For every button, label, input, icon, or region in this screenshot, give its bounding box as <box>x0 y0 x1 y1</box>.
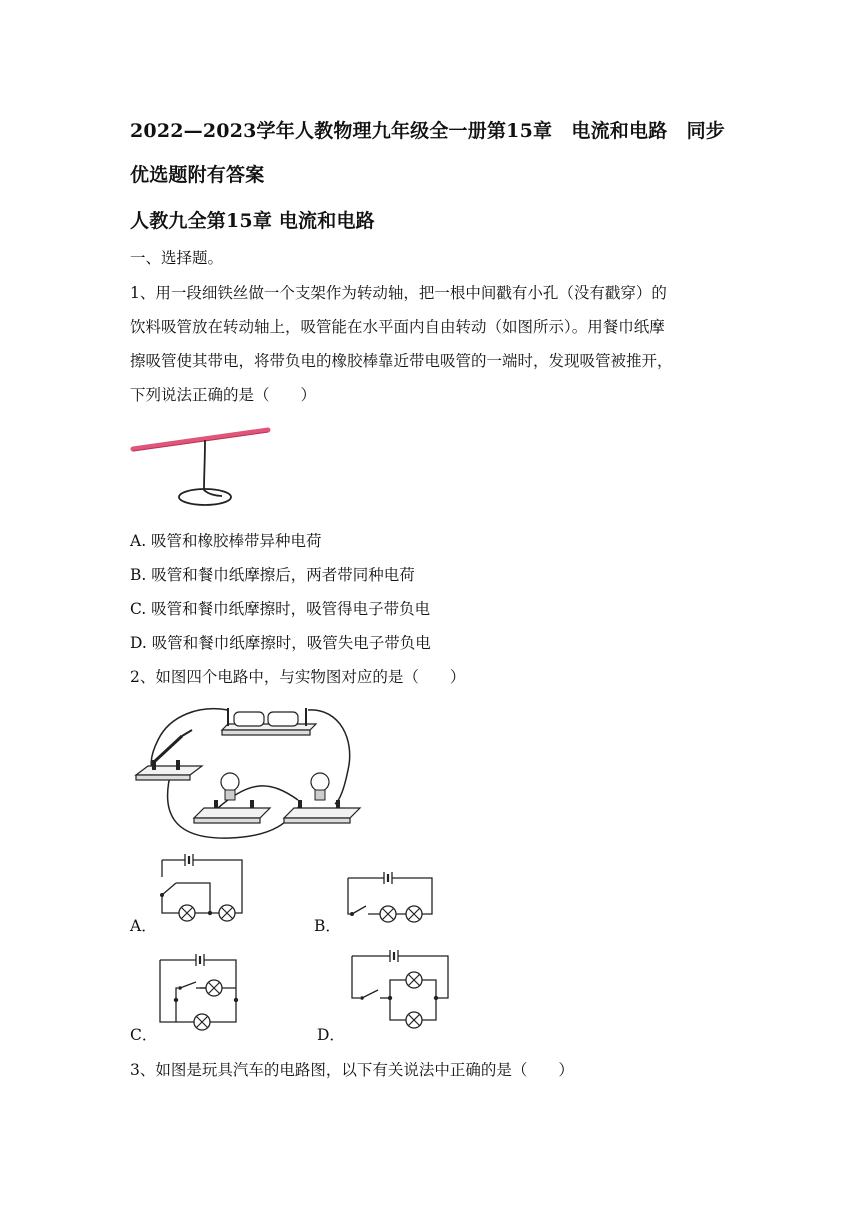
q1-line-2: 饮料吸管放在转动轴上，吸管能在水平面内自由转动（如图所示）。用餐巾纸摩 <box>130 318 665 336</box>
caption-a: A． <box>130 917 157 935</box>
q1-line-1: 1、用一段细铁丝做一个支架作为转动轴，把一根中间戳有小孔（没有戳穿）的 <box>130 284 667 302</box>
circuit-a <box>160 855 245 920</box>
caption-b: B． <box>314 917 341 935</box>
wire-support <box>204 440 222 496</box>
bulb-1 <box>194 773 270 823</box>
battery-holder <box>222 708 316 735</box>
caption-c: C． <box>130 1026 158 1044</box>
q3-stem: 3、如图是玩具汽车的电路图，以下有关说法中正确的是（ ） <box>130 1061 574 1079</box>
straw <box>133 430 268 449</box>
q1-option-c: C. 吸管和餐巾纸摩擦时，吸管得电子带负电 <box>130 600 431 618</box>
q1-option-a: A. 吸管和橡胶棒带异种电荷 <box>130 532 322 550</box>
q1-option-b: B. 吸管和餐巾纸摩擦后，两者带同种电荷 <box>130 566 415 584</box>
straw-axis-figure <box>130 420 275 515</box>
document-title-line-1: 2022—2023学年人教物理九年级全一册第15章 电流和电路 同步 <box>130 120 726 142</box>
q1-line-3: 擦吸管使其带电，将带负电的橡胶棒靠近带电吸管的一端时，发现吸管被推开， <box>130 352 673 370</box>
knife-switch <box>136 730 202 780</box>
caption-d: D． <box>317 1026 345 1044</box>
q1-line-4: 下列说法正确的是（ ） <box>130 386 317 404</box>
circuit-c <box>158 952 242 1027</box>
document-title-line-2: 优选题附有答案 <box>130 164 265 186</box>
q2-stem: 2、如图四个电路中，与实物图对应的是（ ） <box>130 668 466 686</box>
circuit-b <box>346 870 436 920</box>
physical-circuit-figure <box>130 700 370 845</box>
part-label: 一、选择题。 <box>130 249 224 267</box>
section-title: 人教九全第15章 电流和电路 <box>130 210 375 232</box>
q1-option-d: D. 吸管和餐巾纸摩擦时，吸管失电子带负电 <box>130 634 431 652</box>
circuit-d <box>350 948 454 1028</box>
